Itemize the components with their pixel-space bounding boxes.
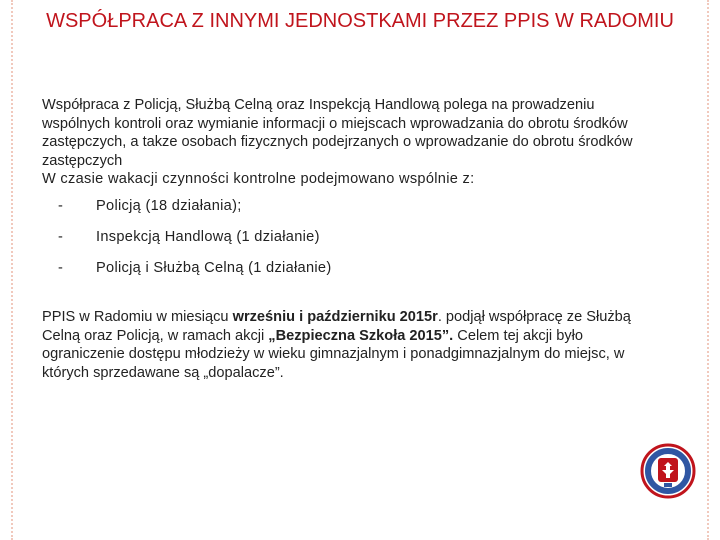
list-item-text: Policją (18 działania); xyxy=(96,197,242,214)
list-item-text: Policją i Służbą Celną (1 działanie) xyxy=(96,259,332,276)
cooperation-paragraph: Współpraca z Policją, Służbą Celną oraz Inspekcją Handlową polega na prowadzeniu wspólnych kontroli oraz wymianie informacji o miejscach wprowadzania do obrotu środków zastępczych, a takze osobach fizycznych podejrzanych o wprowadzanie do obrotu środków zastępczych xyxy=(42,97,633,169)
joint-inspections-list xyxy=(42,197,642,290)
list-item xyxy=(42,259,642,290)
paragraph-text: PPIS w Radomiu w miesiącu xyxy=(42,308,233,325)
paragraph-text: . podjął współpracę ze Służbą Celną oraz Policją, w ramach akcji xyxy=(42,308,631,344)
list-item-text: Inspekcją Handlową (1 działanie) xyxy=(96,228,320,245)
right-dotted-border xyxy=(707,0,709,540)
left-dotted-border xyxy=(11,0,13,540)
list-dash: - xyxy=(58,197,64,214)
paragraph-text: Celem tej akcji było ograniczenie dostępu młodzieży w wieku gimnazjalnym i ponadgimnazjalnym do miejsc, w których sprzedawane są „dopalacze”. xyxy=(42,327,625,381)
list-item xyxy=(42,197,642,228)
slide-body xyxy=(42,96,642,382)
slide-title: WSPÓŁPRACA Z INNYMI JEDNOSTKAMI PRZEZ PPIS W RADOMIU xyxy=(46,10,674,32)
holiday-inspections-paragraph: W czasie wakacji czynności kontrolne podejmowano wspólnie z: xyxy=(42,171,475,188)
list-item xyxy=(42,228,642,259)
sanitary-inspection-emblem-icon xyxy=(640,443,696,499)
period-highlight: wrześniu i październiku 2015r xyxy=(232,308,438,325)
campaign-name: „Bezpieczna Szkoła 2015”. xyxy=(268,327,454,344)
safe-school-paragraph xyxy=(42,308,642,382)
list-dash: - xyxy=(58,259,64,276)
list-dash: - xyxy=(58,228,64,245)
